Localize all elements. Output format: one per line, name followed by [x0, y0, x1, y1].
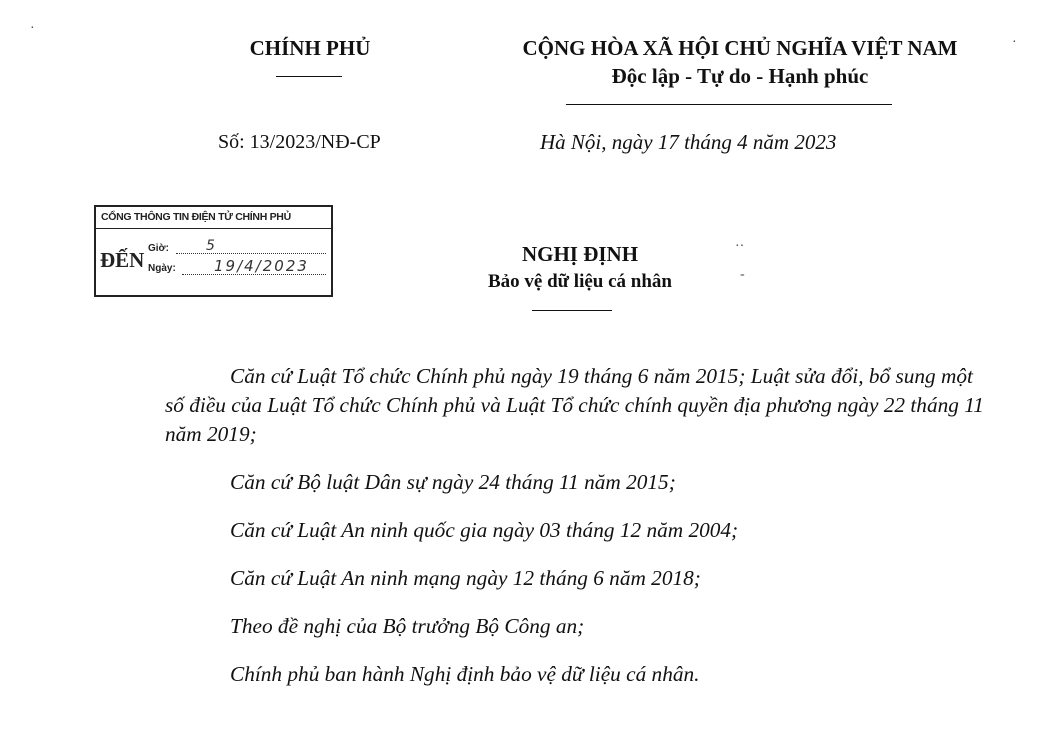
- scan-speck: ·: [30, 21, 35, 36]
- stamp-time-label: Giờ:: [148, 243, 169, 254]
- preamble-paragraph: Căn cứ Luật An ninh mạng ngày 12 tháng 6 năm 2018;: [230, 566, 701, 590]
- stamp-received-label: ĐẾN: [100, 248, 145, 272]
- preamble-paragraph: Theo đề nghị của Bộ trưởng Bộ Công an;: [230, 614, 585, 638]
- place-and-date: Hà Nội, ngày 17 tháng 4 năm 2023: [540, 130, 837, 154]
- national-motto: Độc lập - Tự do - Hạnh phúc: [611, 64, 869, 88]
- document-number: Số: 13/2023/NĐ-CP: [218, 131, 381, 153]
- motto-underline: [566, 104, 892, 105]
- scan-speck: ··: [735, 239, 745, 254]
- document-subject: Bảo vệ dữ liệu cá nhân: [487, 271, 673, 292]
- stamp-time-dotted-line: [176, 253, 326, 254]
- preamble-paragraph: Chính phủ ban hành Nghị định bảo vệ dữ liệu cá nhân.: [230, 662, 700, 686]
- stamp-time-value: 5: [206, 238, 216, 254]
- national-title: CỘNG HÒA XÃ HỘI CHỦ NGHĨA VIỆT NAM: [522, 36, 958, 60]
- scan-speck: ·: [1012, 35, 1017, 50]
- issuer-underline: [276, 76, 342, 77]
- issuer-name: CHÍNH PHỦ: [249, 36, 371, 60]
- preamble-paragraph: Căn cứ Luật Tổ chức Chính phủ ngày 19 tháng 6 năm 2015; Luật sửa đổi, bổ sung một số điều của Luật Tổ chức Chính phủ và Luật Tổ chức chính quyền địa phương ngày 22 tháng 11 năm 2019;: [165, 364, 984, 446]
- scan-speck: -: [740, 267, 745, 282]
- stamp-header: CỔNG THÔNG TIN ĐIỆN TỬ CHÍNH PHỦ: [96, 207, 331, 229]
- received-stamp: [94, 205, 333, 297]
- preamble-paragraph: Căn cứ Bộ luật Dân sự ngày 24 tháng 11 năm 2015;: [230, 470, 676, 494]
- stamp-date-label: Ngày:: [148, 263, 176, 274]
- stamp-date-value: 19/4/2023: [214, 257, 309, 275]
- document-type-heading: NGHỊ ĐỊNH: [521, 242, 639, 266]
- title-underline: [532, 310, 612, 311]
- preamble-paragraph: Căn cứ Luật An ninh quốc gia ngày 03 tháng 12 năm 2004;: [230, 518, 739, 542]
- preamble: [165, 362, 995, 689]
